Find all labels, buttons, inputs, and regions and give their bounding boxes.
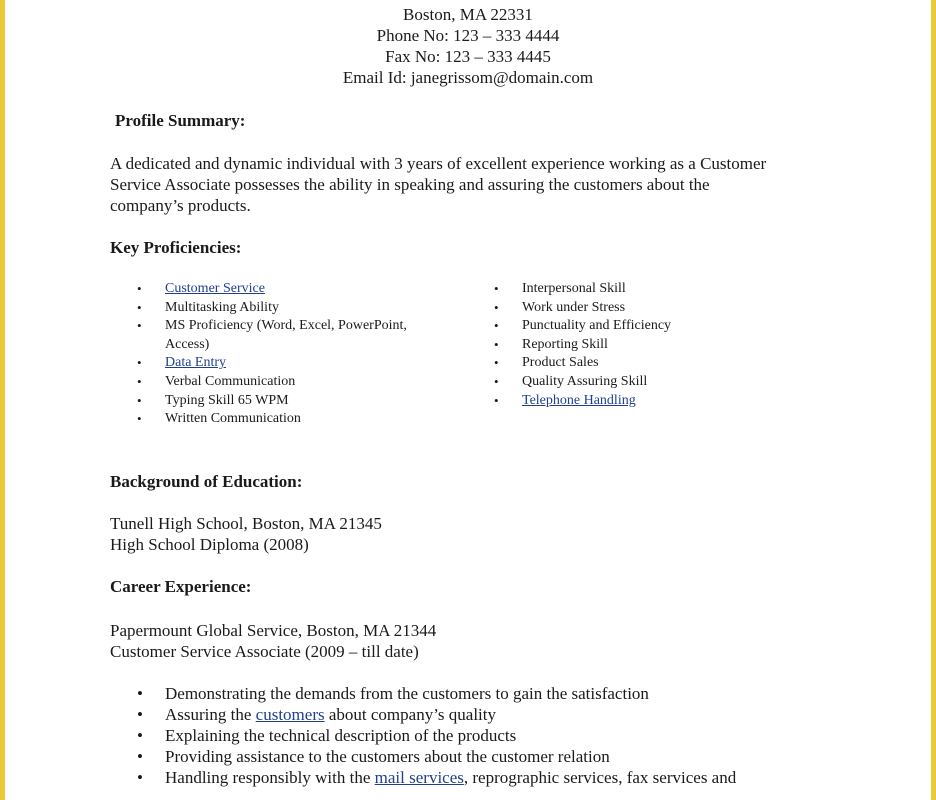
- resume-page: [5, 0, 931, 800]
- proficiency-item: [110, 392, 407, 411]
- proficiency-label: Access): [165, 336, 210, 352]
- proficiency-label: MS Proficiency (Word, Excel, PowerPoint,: [165, 318, 407, 334]
- proficiency-label: Work under Stress: [522, 299, 626, 315]
- proficiency-item: [467, 317, 671, 336]
- proficiency-item: [110, 373, 407, 392]
- school-line: Tunell High School, Boston, MA 21345: [110, 514, 382, 533]
- proficiency-label: Verbal Communication: [165, 373, 296, 389]
- duty-text: Explaining the technical description of the products: [165, 726, 517, 745]
- duty-item: [110, 683, 736, 704]
- career-heading: Career Experience:: [110, 577, 252, 596]
- career-duties-list: [110, 683, 736, 788]
- proficiency-link[interactable]: Telephone Handling: [522, 392, 636, 408]
- proficiencies-right-list: [467, 280, 671, 410]
- education-heading: Background of Education:: [110, 472, 303, 491]
- proficiency-link[interactable]: Data Entry: [165, 355, 227, 371]
- duty-text: Demonstrating the demands from the customers to gain the satisfaction: [165, 684, 649, 703]
- address: Boston, MA 22331: [403, 5, 533, 24]
- position-line: Customer Service Associate (2009 – till date): [110, 642, 419, 661]
- career-text: [110, 620, 436, 662]
- profile-summary-heading: Profile Summary:: [115, 111, 246, 130]
- proficiency-label: Product Sales: [522, 355, 599, 371]
- duty-item: [110, 725, 736, 746]
- duty-text: , reprographic services, fax services and: [463, 768, 737, 787]
- proficiency-item: [110, 336, 407, 355]
- proficiency-item: [110, 299, 407, 318]
- duty-text: Providing assistance to the customers about the customer relation: [165, 747, 610, 766]
- duty-text: about company’s quality: [324, 705, 496, 724]
- contact-block: [5, 4, 931, 88]
- proficiency-link[interactable]: Customer Service: [165, 281, 265, 296]
- proficiency-item: [467, 373, 671, 392]
- employer-line: Papermount Global Service, Boston, MA 21344: [110, 621, 437, 640]
- proficiency-item: [467, 336, 671, 355]
- proficiency-label: Typing Skill 65 WPM: [165, 392, 289, 408]
- profile-line: company’s products.: [110, 196, 251, 215]
- proficiency-label: Written Communication: [165, 411, 301, 427]
- proficiency-label: Reporting Skill: [522, 336, 608, 352]
- phone-number: Phone No: 123 – 333 4444: [376, 26, 560, 45]
- proficiency-item[interactable]: [110, 354, 407, 373]
- proficiency-item: [110, 410, 407, 429]
- proficiency-item: [467, 354, 671, 373]
- proficiency-label: Multitasking Ability: [165, 299, 279, 315]
- profile-line: Service Associate possesses the ability in speaking and assuring the customers about the: [110, 175, 710, 194]
- proficiency-item[interactable]: [110, 280, 407, 299]
- email-address: Email Id: janegrissom@domain.com: [342, 68, 594, 87]
- duty-text: Assuring the: [165, 705, 256, 724]
- key-proficiencies-heading: Key Proficiencies:: [110, 238, 242, 257]
- duty-text: Handling responsibly with the: [165, 768, 375, 787]
- proficiency-label: Interpersonal Skill: [522, 281, 626, 296]
- diploma-line: High School Diploma (2008): [110, 535, 309, 554]
- duty-item: [110, 767, 736, 788]
- proficiency-item: [467, 299, 671, 318]
- proficiency-item: [110, 317, 407, 336]
- proficiency-item[interactable]: [467, 392, 671, 411]
- profile-summary-text: [110, 153, 766, 216]
- duty-link[interactable]: mail services: [374, 768, 464, 787]
- profile-line: A dedicated and dynamic individual with 3 years of excellent experience working as a Customer: [110, 154, 767, 173]
- duty-item: [110, 704, 736, 725]
- fax-number: Fax No: 123 – 333 4445: [385, 47, 551, 66]
- duty-item: [110, 746, 736, 767]
- proficiencies-left-list: [110, 280, 407, 429]
- duty-link[interactable]: customers: [255, 705, 325, 724]
- education-text: [110, 513, 382, 555]
- proficiency-label: Quality Assuring Skill: [522, 373, 648, 389]
- proficiency-item: [467, 280, 671, 299]
- proficiency-label: Punctuality and Efficiency: [522, 318, 672, 334]
